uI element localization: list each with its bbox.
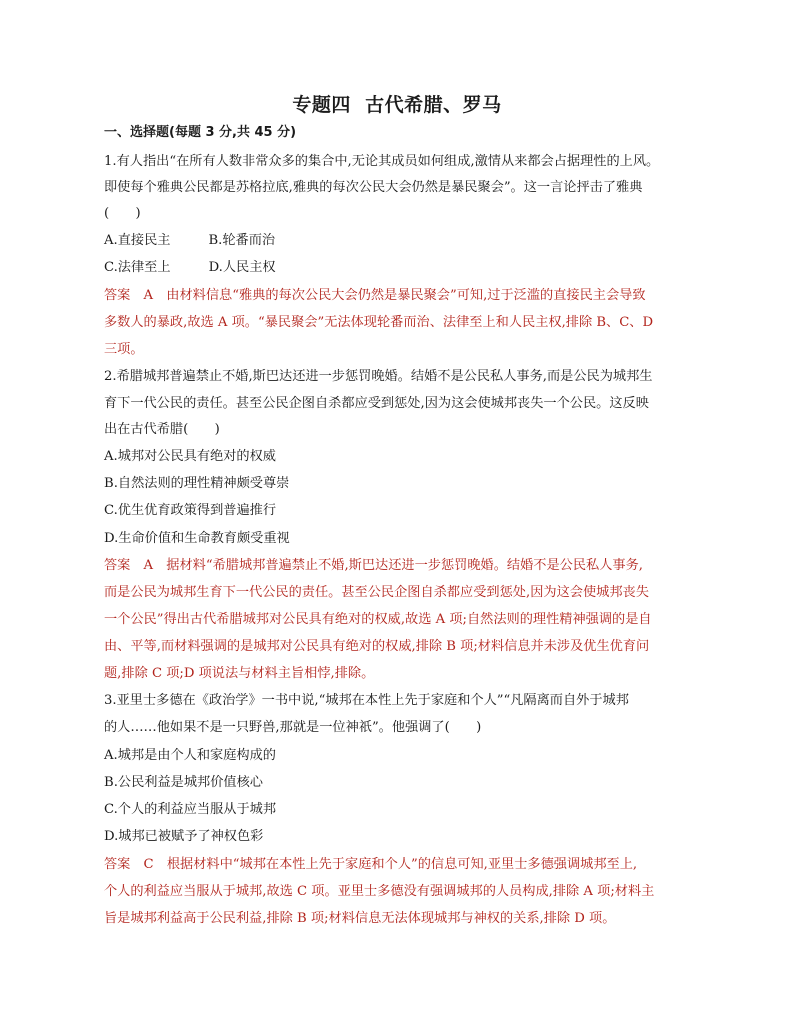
q2-answer-line: 由、平等,而材料强调的是城邦对公民具有绝对的权威,排除 B 项;材料信息并未涉及优生优育问 <box>104 639 650 654</box>
q1-option-a: A.直接民主 <box>104 233 171 248</box>
page-title: 专题四 古代希腊、罗马 <box>292 94 502 116</box>
q1-stem-line: 1.有人指出“在所有人数非常众多的集合中,无论其成员如何组成,激情从来都会占据理性的上风。 <box>104 154 660 169</box>
q1-answer-line: 三项。 <box>104 342 144 357</box>
q3-option-a: A.城邦是由个人和家庭构成的 <box>104 748 276 763</box>
q2-answer-line: 一个公民”得出古代希腊城邦对公民具有绝对的权威,故选 A 项;自然法则的理性精神强调的是自 <box>104 612 652 627</box>
q2-option-a: A.城邦对公民具有绝对的权威 <box>104 449 276 464</box>
q2-stem-line: 出在古代希腊( ) <box>104 422 220 437</box>
q1-options-row <box>104 232 275 250</box>
q1-answer-line: 答案 A 由材料信息“雅典的每次公民大会仍然是暴民聚会”可知,过于泛滥的直接民主会导致 <box>104 288 646 303</box>
q2-stem-line: 育下一代公民的责任。甚至公民企图自杀都应受到惩处,因为这会使城邦丧失一个公民。这反映 <box>104 396 649 411</box>
q1-option-b: B.轮番而治 <box>208 233 276 248</box>
q2-option-d: D.生命价值和生命教育颇受重视 <box>104 531 290 546</box>
q3-answer-line: 旨是城邦利益高于公民利益,排除 B 项;材料信息无法体现城邦与神权的关系,排除 D 项。 <box>104 911 616 926</box>
q1-stem-line: 即使每个雅典公民都是苏格拉底,雅典的每次公民大会仍然是暴民聚会”。这一言论抨击了雅典 <box>104 180 643 195</box>
q3-option-c: C.个人的利益应当服从于城邦 <box>104 802 277 817</box>
q1-option-c: C.法律至上 <box>104 260 171 275</box>
q2-answer-line: 答案 A 据材料“希腊城邦普遍禁止不婚,斯巴达还进一步惩罚晚婚。结婚不是公民私人事务, <box>104 558 643 573</box>
q3-option-d: D.城邦已被赋予了神权色彩 <box>104 829 264 844</box>
q3-answer-line: 答案 C 根据材料中“城邦在本性上先于家庭和个人”的信息可知,亚里士多德强调城邦至上, <box>104 857 638 872</box>
q3-answer-line: 个人的利益应当服从于城邦,故选 C 项。亚里士多德没有强调城邦的人员构成,排除 A 项;材料主 <box>104 884 655 899</box>
q2-stem-line: 2.希腊城邦普遍禁止不婚,斯巴达还进一步惩罚晚婚。结婚不是公民私人事务,而是公民为城邦生 <box>104 369 653 384</box>
q2-option-c: C.优生优育政策得到普遍推行 <box>104 503 277 518</box>
q2-answer-line: 题,排除 C 项;D 项说法与材料主旨相悖,排除。 <box>104 666 375 681</box>
q1-answer-line: 多数人的暴政,故选 A 项。“暴民聚会”无法体现轮番而治、法律至上和人民主权,排除 B、C、D <box>104 315 654 330</box>
q2-answer-line: 而是公民为城邦生育下一代公民的责任。甚至公民企图自杀都应受到惩处,因为这会使城邦丧失 <box>104 585 649 600</box>
q3-stem-line: 的人……他如果不是一只野兽,那就是一位神祇”。他强调了( ) <box>104 720 482 735</box>
q1-option-d: D.人民主权 <box>208 260 276 275</box>
q1-options-row <box>104 259 276 277</box>
q3-option-b: B.公民利益是城邦价值核心 <box>104 775 263 790</box>
q2-option-b: B.自然法则的理性精神颇受尊崇 <box>104 476 290 491</box>
q1-stem-line: ( ) <box>104 206 141 221</box>
section-heading: 一、选择题(每题 3 分,共 45 分) <box>104 125 297 140</box>
q3-stem-line: 3.亚里士多德在《政治学》一书中说,“城邦在本性上先于家庭和个人”“凡隔离而自外于城邦 <box>104 693 629 708</box>
